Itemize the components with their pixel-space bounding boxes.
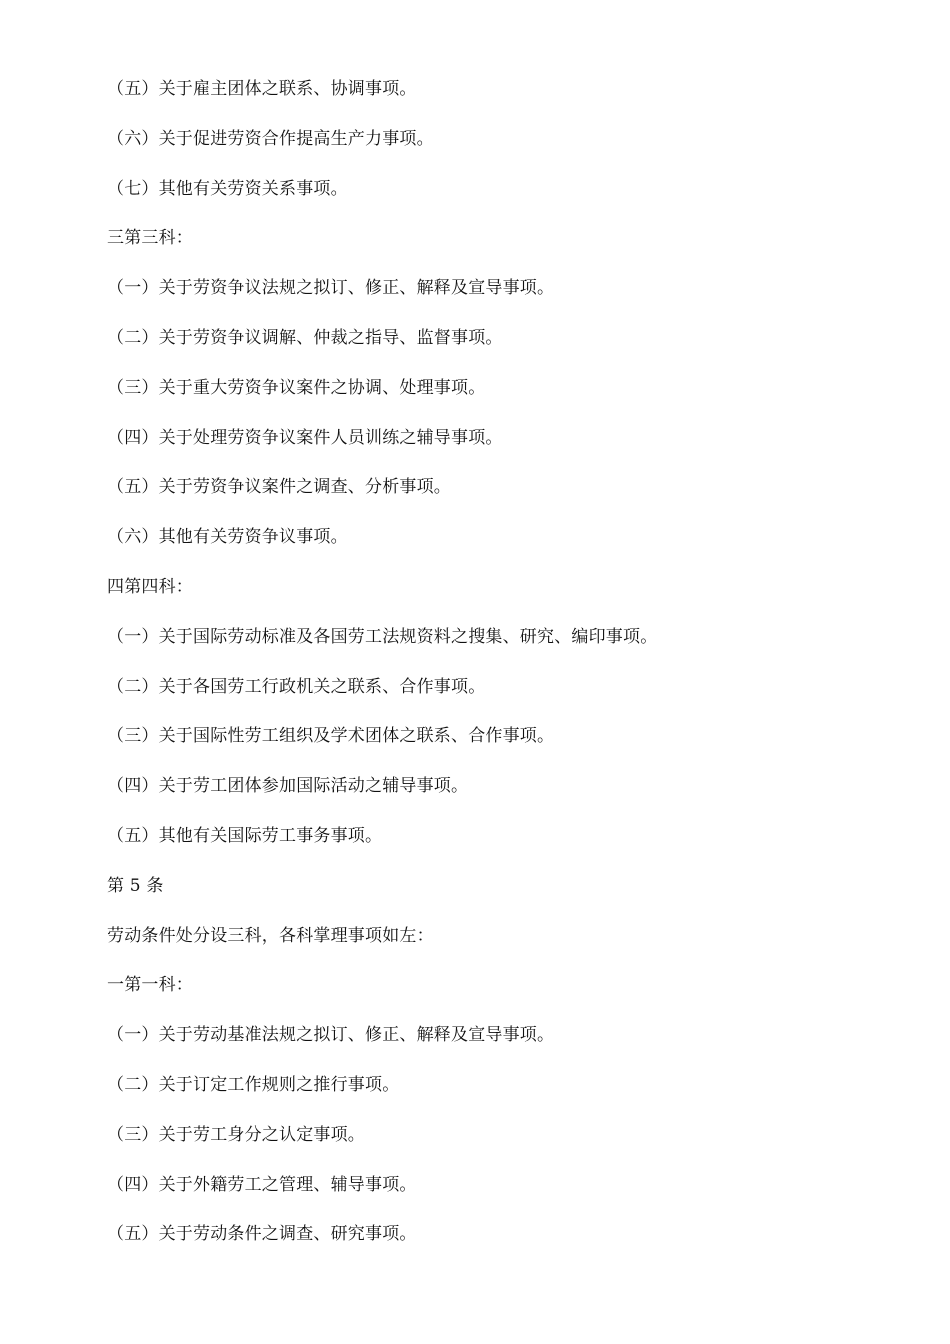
text-line: （三）关于国际性劳工组织及学术团体之联系、合作事项。 [107,726,555,747]
text-line: （六）其他有关劳资争议事项。 [107,527,348,548]
text-line: （五）关于劳动条件之调查、研究事项。 [107,1224,417,1245]
section-heading: 四第四科： [107,576,193,597]
text-line: （四）关于处理劳资争议案件人员训练之辅导事项。 [107,427,503,448]
text-line: （二）关于各国劳工行政机关之联系、合作事项。 [107,676,486,697]
text-line: （五）关于雇主团体之联系、协调事项。 [107,79,417,99]
text-line: （二）关于订定工作规则之推行事项。 [107,1074,400,1095]
text-line: （一）关于劳动基准法规之拟订、修正、解释及宣导事项。 [107,1025,555,1046]
text-line: （一）关于劳资争议法规之拟订、修正、解释及宣导事项。 [107,278,555,299]
text-line: （三）关于重大劳资争议案件之协调、处理事项。 [107,377,486,398]
article-heading: 第 5 条 [107,875,164,896]
document-body [107,75,907,1270]
text-line: （五）其他有关国际劳工事务事项。 [107,825,383,846]
text-line: （四）关于劳工团体参加国际活动之辅导事项。 [107,776,469,797]
text-line: （三）关于劳工身分之认定事项。 [107,1124,365,1145]
text-line: （二）关于劳资争议调解、仲裁之指导、监督事项。 [107,327,503,348]
text-line: （六）关于促进劳资合作提高生产力事项。 [107,128,434,149]
text-line: 劳动条件处分设三科，各科掌理事项如左： [107,925,434,946]
text-line: （一）关于国际劳动标准及各国劳工法规资料之搜集、研究、编印事项。 [107,626,658,647]
text-line: （四）关于外籍劳工之管理、辅导事项。 [107,1174,417,1195]
section-heading: 三第三科： [107,228,193,249]
section-heading: 一第一科： [107,975,193,996]
text-line: （七）其他有关劳资关系事项。 [107,178,348,199]
text-line: （五）关于劳资争议案件之调查、分析事项。 [107,477,451,498]
